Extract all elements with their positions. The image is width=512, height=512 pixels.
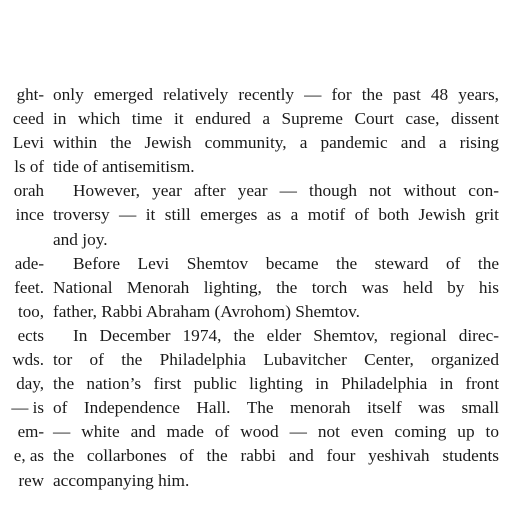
paragraph xyxy=(53,179,499,251)
text-line: National Menorah lighting, the torch was held by his xyxy=(53,277,499,297)
left-line: em- xyxy=(17,422,44,442)
text-line: tide of antisemitism. xyxy=(53,157,195,177)
left-line: orah xyxy=(13,181,44,201)
text-line: Before Levi Shemtov became the steward of the xyxy=(73,253,499,273)
left-line: too, xyxy=(18,301,44,321)
text-line: — white and made of wood — not even coming up to xyxy=(53,422,499,442)
text-line: within the Jewish community, a pandemic and a rising xyxy=(53,133,499,153)
paragraph xyxy=(53,252,499,324)
left-line: ade- xyxy=(14,253,44,273)
text-line: the nation’s first public lighting in Philadelphia in front xyxy=(53,374,499,394)
text-line: the collarbones of the rabbi and four yeshivah students xyxy=(53,446,499,466)
left-line: day, xyxy=(16,374,44,394)
text-line: However, year after year — though not without con- xyxy=(73,181,499,201)
paragraph xyxy=(53,83,499,179)
text-line: father, Rabbi Abraham (Avrohom) Shemtov. xyxy=(53,301,360,321)
left-line xyxy=(0,228,44,252)
text-line: troversy — it still emerges as a motif of both Jewish grit xyxy=(53,205,499,225)
text-line: only emerged relatively recently — for the past 48 years, xyxy=(53,85,499,104)
main-column xyxy=(53,83,499,493)
left-line: wds. xyxy=(12,350,44,370)
left-line: ght- xyxy=(16,85,44,104)
left-line: feet. xyxy=(14,277,44,297)
left-line: Levi xyxy=(12,133,44,153)
left-line: ince xyxy=(15,205,44,225)
left-line: ects xyxy=(17,325,44,345)
text-line: tor of the Philadelphia Lubavitcher Center, organized xyxy=(53,350,499,370)
text-line: accompanying him. xyxy=(53,470,190,490)
left-line: e, as xyxy=(13,446,44,466)
left-line: ceed xyxy=(12,109,44,129)
text-line: and joy. xyxy=(53,229,108,249)
left-line: rew xyxy=(18,470,44,490)
text-line: In December 1974, the elder Shemtov, regional direc- xyxy=(73,325,499,345)
text-line: of Independence Hall. The menorah itself was small xyxy=(53,398,499,418)
left-line: ls of xyxy=(14,157,44,177)
text-line: in which time it endured a Supreme Court case, dissent xyxy=(53,109,499,129)
left-line: — is xyxy=(11,398,44,418)
paragraph xyxy=(53,324,499,493)
left-column-fragment xyxy=(0,83,44,493)
